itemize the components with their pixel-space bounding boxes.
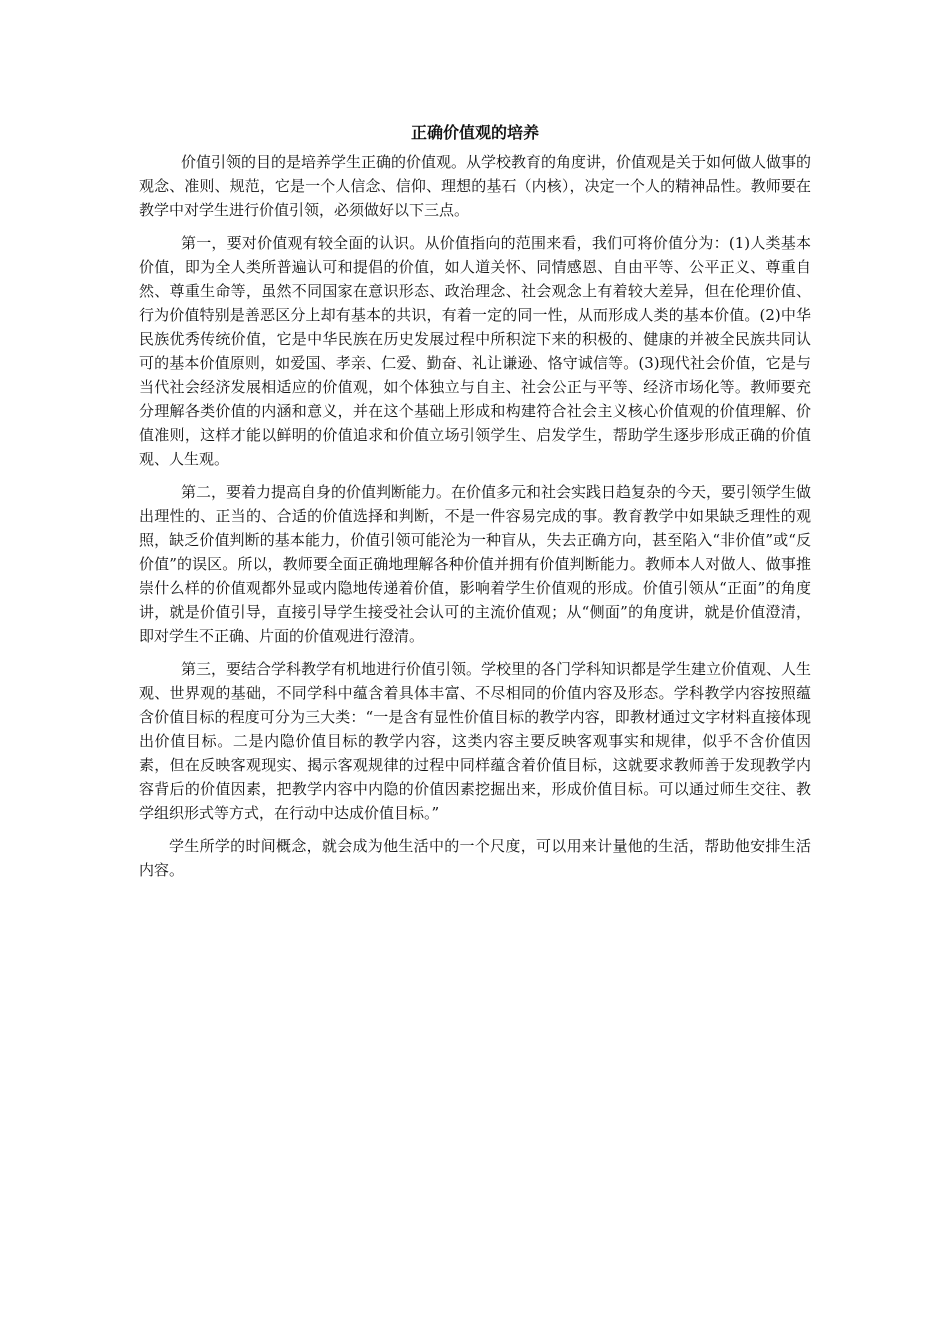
paragraph-first-point: 第一，要对价值观有较全面的认识。从价值指向的范围来看，我们可将价值分为：(1)人类基本价值，即为全人类所普遍认可和提倡的价值，如人道关怀、同情感恩、自由平等、公平正义、尊重自然、尊重生命等，虽然不同国家在意识形态、政治理念、社会观念上有着较大差异，但在伦理价值、行为价值特别是善恶区分上却有基本的共识，有着一定的同一性，从而形成人类的基本价值。(2)中华民族优秀传统价值，它是中华民族在历史发展过程中所积淀下来的积极的、健康的并被全民族共同认可的基本价值原则，如爱国、孝亲、仁爱、勤奋、礼让谦逊、恪守诚信等。(3)现代社会价值，它是与当代社会经济发展相适应的价值观，如个体独立与自主、社会公正与平等、经济市场化等。教师要充分理解各类价值的内涵和意义，并在这个基础上形成和构建符合社会主义核心价值观的价值理解、价值准则，这样才能以鲜明的价值追求和价值立场引领学生、启发学生，帮助学生逐步形成正确的价值观、人生观。 — [139, 234, 811, 468]
page-title: 正确价值观的培养 — [410, 123, 539, 142]
paragraph-closing: 学生所学的时间概念，就会成为他生活中的一个尺度，可以用来计量他的生活，帮助他安排生活内容。 — [139, 837, 811, 879]
paragraph-third-point: 第三，要结合学科教学有机地进行价值引领。学校里的各门学科知识都是学生建立价值观、人生观、世界观的基础，不同学科中蕴含着具体丰富、不尽相同的价值内容及形态。学科教学内容按照蕴含价值目标的程度可分为三大类：“一是含有显性价值目标的教学内容，即教材通过文字材料直接体现出价值目标。二是内隐价值目标的教学内容，这类内容主要反映客观事实和规律，似乎不含价值因素，但在反映客观现实、揭示客观规律的过程中同样蕴含着价值目标，这就要求教师善于发现教学内容背后的价值因素，把教学内容中内隐的价值因素挖掘出来，形成价值目标。可以通过师生交往、教学组织形式等方式，在行动中达成价值目标。” — [139, 660, 812, 822]
paragraph-second-point: 第二，要着力提高自身的价值判断能力。在价值多元和社会实践日趋复杂的今天，要引领学生做出理性的、正当的、合适的价值选择和判断，不是一件容易完成的事。教育教学中如果缺乏理性的观照，缺乏价值判断的基本能力，价值引领可能沦为一种盲从，失去正确方向，甚至陷入“非价值”或“反价值”的误区。所以，教师要全面正确地理解各种价值并拥有价值判断能力。教师本人对做人、做事推崇什么样的价值观都外显或内隐地传递着价值，影响着学生价值观的形成。价值引领从“正面”的角度讲，就是价值引导，直接引导学生接受社会认可的主流价值观；从“侧面”的角度讲，就是价值澄清，即对学生不正确、片面的价值观进行澄清。 — [139, 483, 812, 645]
document-page — [139, 122, 811, 891]
paragraph-intro: 价值引领的目的是培养学生正确的价值观。从学校教育的角度讲，价值观是关于如何做人做事的观念、准则、规范，它是一个人信念、信仰、理想的基石（内核），决定一个人的精神品性。教师要在教学中对学生进行价值引领，必须做好以下三点。 — [139, 153, 812, 219]
